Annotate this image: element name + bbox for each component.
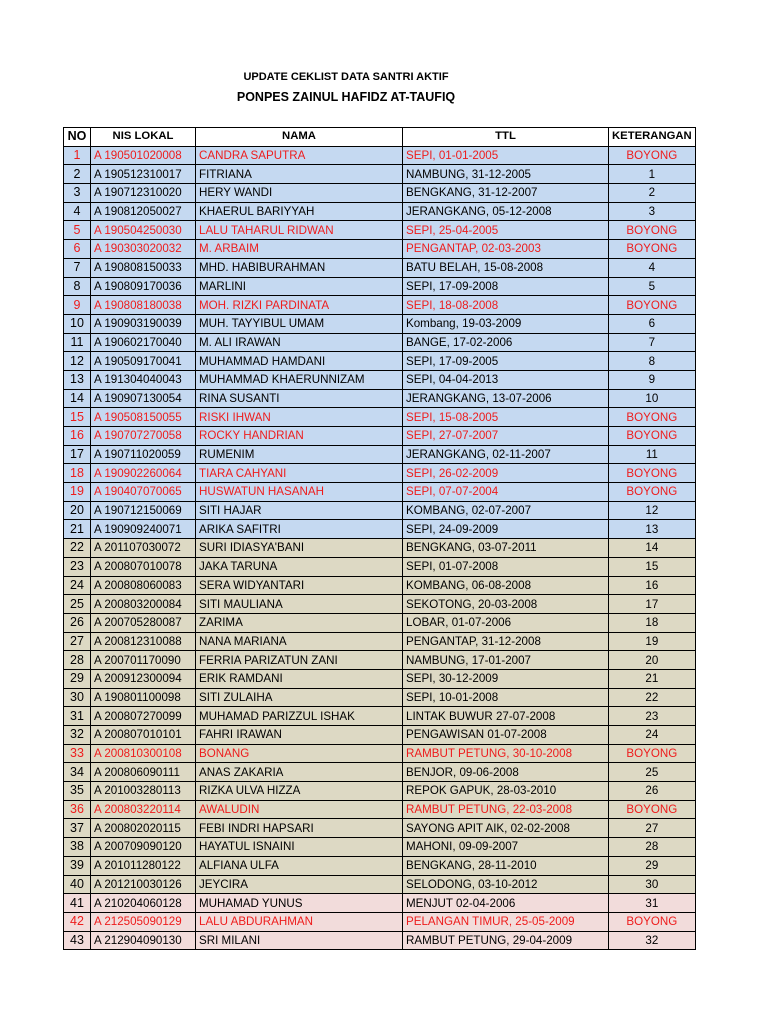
table-row <box>64 314 696 333</box>
cell-nama: HERY WANDI <box>196 184 403 203</box>
cell-no: 43 <box>64 931 91 950</box>
table-row <box>64 520 696 539</box>
cell-nis: A 190407070065 <box>91 483 196 502</box>
cell-keterangan: 11 <box>609 445 696 464</box>
table-row <box>64 352 696 371</box>
table-row <box>64 258 696 277</box>
table-row <box>64 856 696 875</box>
cell-ttl: BANGE, 17-02-2006 <box>403 333 609 352</box>
cell-nis: A 200807270099 <box>91 707 196 726</box>
cell-nis: A 190907130054 <box>91 389 196 408</box>
cell-nama: SERA WIDYANTARI <box>196 576 403 595</box>
cell-nis: A 200912300094 <box>91 669 196 688</box>
cell-ttl: SEPI, 25-04-2005 <box>403 221 609 240</box>
cell-nis: A 200803200084 <box>91 595 196 614</box>
cell-nis: A 201210030126 <box>91 875 196 894</box>
cell-ttl: BENJOR, 09-06-2008 <box>403 763 609 782</box>
cell-ttl: LOBAR, 01-07-2006 <box>403 613 609 632</box>
cell-keterangan: 17 <box>609 595 696 614</box>
cell-ttl: JERANGKANG, 05-12-2008 <box>403 202 609 221</box>
table-body <box>64 146 696 950</box>
cell-ttl: REPOK GAPUK, 28-03-2010 <box>403 782 609 801</box>
cell-nama: TIARA CAHYANI <box>196 464 403 483</box>
cell-no: 11 <box>64 333 91 352</box>
cell-no: 28 <box>64 651 91 670</box>
cell-ttl: PENGANTAP, 02-03-2003 <box>403 240 609 259</box>
cell-nama: ERIK RAMDANI <box>196 669 403 688</box>
table-row <box>64 894 696 913</box>
table-row <box>64 165 696 184</box>
cell-no: 6 <box>64 240 91 259</box>
cell-nama: SRI MILANI <box>196 931 403 950</box>
cell-keterangan: 24 <box>609 726 696 745</box>
cell-no: 34 <box>64 763 91 782</box>
cell-nama: MUHAMAD PARIZZUL ISHAK <box>196 707 403 726</box>
cell-keterangan: 14 <box>609 539 696 558</box>
cell-keterangan: BOYONG <box>609 221 696 240</box>
cell-no: 24 <box>64 576 91 595</box>
cell-keterangan: 3 <box>609 202 696 221</box>
cell-no: 36 <box>64 800 91 819</box>
cell-nis: A 190903190039 <box>91 314 196 333</box>
cell-no: 13 <box>64 370 91 389</box>
cell-keterangan: 26 <box>609 782 696 801</box>
cell-ttl: SEPI, 27-07-2007 <box>403 427 609 446</box>
cell-no: 26 <box>64 613 91 632</box>
cell-keterangan: 15 <box>609 557 696 576</box>
table-row <box>64 763 696 782</box>
cell-nis: A 200806090111 <box>91 763 196 782</box>
cell-nama: SITI MAULIANA <box>196 595 403 614</box>
cell-nis: A 190801100098 <box>91 688 196 707</box>
cell-nama: NANA MARIANA <box>196 632 403 651</box>
cell-nama: ROCKY HANDRIAN <box>196 427 403 446</box>
cell-nis: A 200807010101 <box>91 726 196 745</box>
table-row <box>64 501 696 520</box>
table-row <box>64 669 696 688</box>
cell-keterangan: 31 <box>609 894 696 913</box>
table-row <box>64 389 696 408</box>
cell-keterangan: 30 <box>609 875 696 894</box>
cell-ttl: SEPI, 17-09-2008 <box>403 277 609 296</box>
cell-ttl: BENGKANG, 31-12-2007 <box>403 184 609 203</box>
header-no: NO <box>64 128 91 147</box>
cell-ttl: JERANGKANG, 02-11-2007 <box>403 445 609 464</box>
cell-nama: FEBI INDRI HAPSARI <box>196 819 403 838</box>
cell-no: 4 <box>64 202 91 221</box>
table-row <box>64 707 696 726</box>
cell-ttl: SEPI, 17-09-2005 <box>403 352 609 371</box>
cell-ttl: NAMBUNG, 31-12-2005 <box>403 165 609 184</box>
cell-keterangan: 9 <box>609 370 696 389</box>
cell-nis: A 200808060083 <box>91 576 196 595</box>
table-row <box>64 464 696 483</box>
cell-no: 15 <box>64 408 91 427</box>
cell-ttl: SELODONG, 03-10-2012 <box>403 875 609 894</box>
table-row <box>64 277 696 296</box>
cell-no: 16 <box>64 427 91 446</box>
table-row <box>64 931 696 950</box>
cell-keterangan: 5 <box>609 277 696 296</box>
cell-keterangan: BOYONG <box>609 483 696 502</box>
cell-nis: A 200802020115 <box>91 819 196 838</box>
header-keterangan: KETERANGAN <box>609 128 696 147</box>
cell-nis: A 190812050027 <box>91 202 196 221</box>
table-row <box>64 370 696 389</box>
cell-nama: ANAS ZAKARIA <box>196 763 403 782</box>
cell-no: 1 <box>64 146 91 165</box>
cell-ttl: SEPI, 01-01-2005 <box>403 146 609 165</box>
cell-nama: M. ARBAIM <box>196 240 403 259</box>
table-row <box>64 427 696 446</box>
table-row <box>64 613 696 632</box>
cell-ttl: BATU BELAH, 15-08-2008 <box>403 258 609 277</box>
cell-keterangan: BOYONG <box>609 912 696 931</box>
cell-nama: SURI IDIASYA'BANI <box>196 539 403 558</box>
cell-nama: ARIKA SAFITRI <box>196 520 403 539</box>
cell-nis: A 190809170036 <box>91 277 196 296</box>
cell-keterangan: BOYONG <box>609 240 696 259</box>
cell-keterangan: 7 <box>609 333 696 352</box>
cell-nis: A 200709090120 <box>91 838 196 857</box>
cell-no: 32 <box>64 726 91 745</box>
table-row <box>64 408 696 427</box>
table-row <box>64 782 696 801</box>
cell-keterangan: 1 <box>609 165 696 184</box>
cell-no: 33 <box>64 744 91 763</box>
cell-no: 20 <box>64 501 91 520</box>
table-row <box>64 912 696 931</box>
cell-ttl: SEKOTONG, 20-03-2008 <box>403 595 609 614</box>
cell-ttl: MENJUT 02-04-2006 <box>403 894 609 913</box>
cell-no: 30 <box>64 688 91 707</box>
cell-nama: BONANG <box>196 744 403 763</box>
cell-no: 8 <box>64 277 91 296</box>
table-row <box>64 240 696 259</box>
cell-no: 27 <box>64 632 91 651</box>
cell-nama: JEYCIRA <box>196 875 403 894</box>
cell-ttl: BENGKANG, 03-07-2011 <box>403 539 609 558</box>
cell-keterangan: 27 <box>609 819 696 838</box>
table-row <box>64 445 696 464</box>
cell-nis: A 190509170041 <box>91 352 196 371</box>
header-nama: NAMA <box>196 128 403 147</box>
cell-nama: RINA SUSANTI <box>196 389 403 408</box>
cell-nis: A 191304040043 <box>91 370 196 389</box>
cell-keterangan: 13 <box>609 520 696 539</box>
cell-keterangan: BOYONG <box>609 464 696 483</box>
table-row <box>64 688 696 707</box>
document-subtitle: PONPES ZAINUL HAFIDZ AT-TAUFIQ <box>236 90 456 104</box>
cell-no: 35 <box>64 782 91 801</box>
cell-no: 17 <box>64 445 91 464</box>
table-row <box>64 595 696 614</box>
cell-nis: A 190909240071 <box>91 520 196 539</box>
cell-nis: A 201003280113 <box>91 782 196 801</box>
cell-nis: A 200705280087 <box>91 613 196 632</box>
cell-nama: RIZKA ULVA HIZZA <box>196 782 403 801</box>
cell-keterangan: 4 <box>609 258 696 277</box>
cell-nis: A 200810300108 <box>91 744 196 763</box>
cell-nis: A 190707270058 <box>91 427 196 446</box>
cell-nis: A 190902260064 <box>91 464 196 483</box>
cell-keterangan: BOYONG <box>609 146 696 165</box>
cell-keterangan: 19 <box>609 632 696 651</box>
cell-nis: A 212904090130 <box>91 931 196 950</box>
table-row <box>64 651 696 670</box>
cell-keterangan: 25 <box>609 763 696 782</box>
cell-nis: A 200701170090 <box>91 651 196 670</box>
cell-nis: A 212505090129 <box>91 912 196 931</box>
table-row <box>64 184 696 203</box>
cell-no: 21 <box>64 520 91 539</box>
cell-no: 5 <box>64 221 91 240</box>
cell-ttl: SEPI, 26-02-2009 <box>403 464 609 483</box>
cell-keterangan: 22 <box>609 688 696 707</box>
cell-nama: MUH. TAYYIBUL UMAM <box>196 314 403 333</box>
cell-nama: FERRIA PARIZATUN ZANI <box>196 651 403 670</box>
cell-ttl: JERANGKANG, 13-07-2006 <box>403 389 609 408</box>
cell-no: 7 <box>64 258 91 277</box>
cell-ttl: PENGAWISAN 01-07-2008 <box>403 726 609 745</box>
cell-no: 25 <box>64 595 91 614</box>
cell-ttl: SEPI, 01-07-2008 <box>403 557 609 576</box>
cell-no: 37 <box>64 819 91 838</box>
cell-keterangan: 18 <box>609 613 696 632</box>
cell-keterangan: 21 <box>609 669 696 688</box>
cell-keterangan: 10 <box>609 389 696 408</box>
cell-nama: ALFIANA ULFA <box>196 856 403 875</box>
cell-no: 31 <box>64 707 91 726</box>
cell-ttl: BENGKANG, 28-11-2010 <box>403 856 609 875</box>
cell-nis: A 190303020032 <box>91 240 196 259</box>
cell-no: 42 <box>64 912 91 931</box>
cell-nis: A 200812310088 <box>91 632 196 651</box>
cell-ttl: SEPI, 10-01-2008 <box>403 688 609 707</box>
cell-nama: LALU ABDURAHMAN <box>196 912 403 931</box>
table-row <box>64 819 696 838</box>
cell-nis: A 190602170040 <box>91 333 196 352</box>
cell-keterangan: BOYONG <box>609 408 696 427</box>
cell-ttl: PENGANTAP, 31-12-2008 <box>403 632 609 651</box>
cell-keterangan: 12 <box>609 501 696 520</box>
cell-nis: A 210204060128 <box>91 894 196 913</box>
table-row <box>64 576 696 595</box>
table-row <box>64 146 696 165</box>
cell-no: 14 <box>64 389 91 408</box>
cell-ttl: KOMBANG, 02-07-2007 <box>403 501 609 520</box>
header-ttl: TTL <box>403 128 609 147</box>
cell-nis: A 190512310017 <box>91 165 196 184</box>
cell-nama: JAKA TARUNA <box>196 557 403 576</box>
cell-nis: A 200803220114 <box>91 800 196 819</box>
cell-no: 18 <box>64 464 91 483</box>
table-row <box>64 202 696 221</box>
cell-ttl: SEPI, 15-08-2005 <box>403 408 609 427</box>
cell-nama: RUMENIM <box>196 445 403 464</box>
cell-no: 22 <box>64 539 91 558</box>
cell-no: 12 <box>64 352 91 371</box>
cell-nama: MUHAMMAD HAMDANI <box>196 352 403 371</box>
cell-nama: LALU TAHARUL RIDWAN <box>196 221 403 240</box>
cell-nis: A 190712310020 <box>91 184 196 203</box>
cell-keterangan: BOYONG <box>609 296 696 315</box>
cell-nis: A 190712150069 <box>91 501 196 520</box>
table-row <box>64 632 696 651</box>
cell-nama: FAHRI IRAWAN <box>196 726 403 745</box>
table-row <box>64 333 696 352</box>
table-row <box>64 744 696 763</box>
cell-nis: A 190711020059 <box>91 445 196 464</box>
cell-nama: AWALUDIN <box>196 800 403 819</box>
cell-nama: SITI HAJAR <box>196 501 403 520</box>
cell-nis: A 190508150055 <box>91 408 196 427</box>
cell-nama: MARLINI <box>196 277 403 296</box>
cell-ttl: RAMBUT PETUNG, 29-04-2009 <box>403 931 609 950</box>
cell-keterangan: 2 <box>609 184 696 203</box>
cell-keterangan: 20 <box>609 651 696 670</box>
cell-ttl: SEPI, 07-07-2004 <box>403 483 609 502</box>
cell-ttl: KOMBANG, 06-08-2008 <box>403 576 609 595</box>
cell-ttl: SEPI, 04-04-2013 <box>403 370 609 389</box>
cell-nama: MHD. HABIBURAHMAN <box>196 258 403 277</box>
cell-keterangan: 28 <box>609 838 696 857</box>
cell-keterangan: 23 <box>609 707 696 726</box>
cell-keterangan: 29 <box>609 856 696 875</box>
cell-nis: A 190501020008 <box>91 146 196 165</box>
table-row <box>64 726 696 745</box>
cell-nama: HUSWATUN HASANAH <box>196 483 403 502</box>
cell-ttl: SEPI, 18-08-2008 <box>403 296 609 315</box>
table-row <box>64 221 696 240</box>
cell-nama: CANDRA SAPUTRA <box>196 146 403 165</box>
table-row <box>64 800 696 819</box>
table-row <box>64 296 696 315</box>
cell-keterangan: 6 <box>609 314 696 333</box>
cell-nis: A 201011280122 <box>91 856 196 875</box>
cell-ttl: MAHONI, 09-09-2007 <box>403 838 609 857</box>
cell-keterangan: 8 <box>609 352 696 371</box>
cell-ttl: NAMBUNG, 17-01-2007 <box>403 651 609 670</box>
cell-no: 38 <box>64 838 91 857</box>
cell-nama: HAYATUL ISNAINI <box>196 838 403 857</box>
cell-ttl: SEPI, 30-12-2009 <box>403 669 609 688</box>
cell-nama: MOH. RIZKI PARDINATA <box>196 296 403 315</box>
cell-keterangan: 32 <box>609 931 696 950</box>
cell-keterangan: BOYONG <box>609 427 696 446</box>
cell-no: 39 <box>64 856 91 875</box>
cell-nis: A 190808180038 <box>91 296 196 315</box>
cell-nis: A 190808150033 <box>91 258 196 277</box>
cell-nama: RISKI IHWAN <box>196 408 403 427</box>
cell-nis: A 201107030072 <box>91 539 196 558</box>
santri-table <box>63 127 696 950</box>
table-row <box>64 557 696 576</box>
cell-no: 2 <box>64 165 91 184</box>
header-row <box>64 128 696 147</box>
cell-nama: M. ALI IRAWAN <box>196 333 403 352</box>
cell-nama: SITI ZULAIHA <box>196 688 403 707</box>
cell-no: 40 <box>64 875 91 894</box>
cell-no: 19 <box>64 483 91 502</box>
cell-nama: MUHAMMAD KHAERUNNIZAM <box>196 370 403 389</box>
cell-ttl: SAYONG APIT AIK, 02-02-2008 <box>403 819 609 838</box>
cell-nis: A 190504250030 <box>91 221 196 240</box>
cell-ttl: PELANGAN TIMUR, 25-05-2009 <box>403 912 609 931</box>
cell-ttl: SEPI, 24-09-2009 <box>403 520 609 539</box>
cell-no: 10 <box>64 314 91 333</box>
cell-ttl: Kombang, 19-03-2009 <box>403 314 609 333</box>
cell-no: 23 <box>64 557 91 576</box>
header-nis: NIS LOKAL <box>91 128 196 147</box>
cell-keterangan: BOYONG <box>609 800 696 819</box>
cell-no: 9 <box>64 296 91 315</box>
cell-nama: KHAERUL BARIYYAH <box>196 202 403 221</box>
cell-ttl: LINTAK BUWUR 27-07-2008 <box>403 707 609 726</box>
cell-nis: A 200807010078 <box>91 557 196 576</box>
table-row <box>64 838 696 857</box>
table-row <box>64 539 696 558</box>
document-title: UPDATE CEKLIST DATA SANTRI AKTIF <box>243 71 449 83</box>
cell-keterangan: BOYONG <box>609 744 696 763</box>
cell-no: 3 <box>64 184 91 203</box>
cell-nama: MUHAMAD YUNUS <box>196 894 403 913</box>
cell-ttl: RAMBUT PETUNG, 30-10-2008 <box>403 744 609 763</box>
cell-nama: FITRIANA <box>196 165 403 184</box>
table-row <box>64 875 696 894</box>
cell-ttl: RAMBUT PETUNG, 22-03-2008 <box>403 800 609 819</box>
cell-keterangan: 16 <box>609 576 696 595</box>
cell-nama: ZARIMA <box>196 613 403 632</box>
cell-no: 41 <box>64 894 91 913</box>
table-row <box>64 483 696 502</box>
cell-no: 29 <box>64 669 91 688</box>
